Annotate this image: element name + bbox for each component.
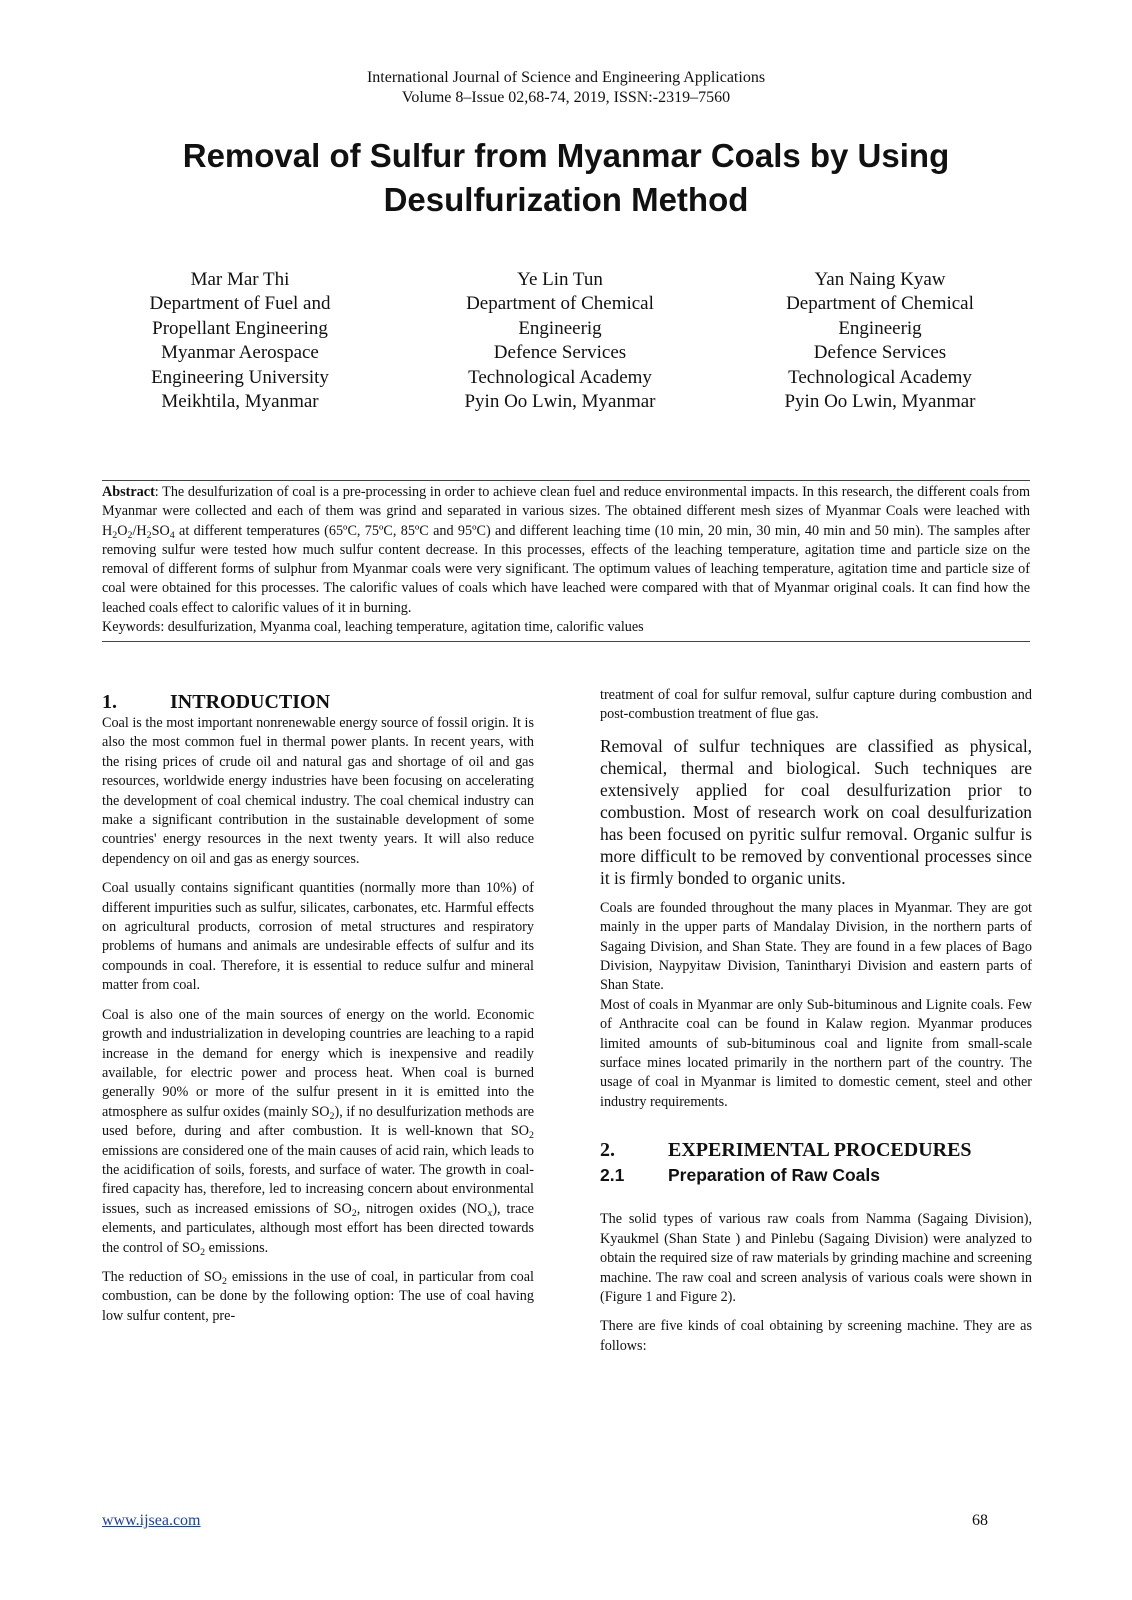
paragraph — [102, 1268, 534, 1326]
author-affiliation-line: Pyin Oo Lwin, Myanmar — [784, 391, 976, 413]
journal-website-link[interactable]: www.ijsea.com — [102, 1512, 201, 1529]
author-affiliation-line: Engineerig — [518, 317, 602, 339]
sub: 2 — [200, 1246, 206, 1258]
chem-part: /H — [132, 522, 147, 539]
right-column — [600, 686, 1032, 1366]
paragraph: There are five kinds of coal obtaining by screening machine. They are as follows: — [600, 1318, 1032, 1354]
sub: 2 — [222, 1275, 228, 1287]
subsection-heading — [600, 1162, 1032, 1188]
paragraph: The solid types of various raw coals from Namma (Sagaing Division), Kyaukmel (Shan State ) and Pinlebu (Sagaing Division) were analyzed to obtain the required size of raw materials by grinding machine and screening machine. The raw coal and screen analysis of various coals were shown in (Figure 1 and Figure 2). — [600, 1211, 1032, 1305]
author-affiliation-line: Department of Chemical — [786, 293, 974, 315]
author-affiliation-line: Myanmar Aerospace — [161, 342, 319, 364]
author-affiliation-line: Department of Fuel and — [149, 293, 331, 315]
author-affiliation-line: Defence Services — [493, 342, 627, 364]
section-heading — [102, 690, 534, 714]
abstract-label: Abstract — [102, 484, 155, 500]
text-part: emissions in the use of coal, in particular from coal combustion, can be done by the following option: The use of coal having low sulfur content, pre- — [102, 1268, 535, 1324]
sub: 2 — [127, 529, 133, 541]
subsection-title: Preparation of Raw Coals — [668, 1165, 880, 1186]
section-number: 2. — [600, 1139, 615, 1162]
journal-name: International Journal of Science and Engineering Applications — [366, 69, 766, 86]
paragraph: Coal is the most important nonrenewable energy source of fossil origin. It is also the most common fuel in thermal power plants. In recent years, with the rising prices of crude oil and natural gas and shortage of oil and gas resources, worldwide energy industries have been focusing on accelerating the development of coal chemical industry. The coal chemical industry can make a significant contribution in the sustainable development of some countries' energy resources in the next twenty years. It will also reduce dependency on oil and gas as energy sources. — [102, 715, 534, 867]
sub: 2 — [146, 529, 152, 541]
author-name: Ye Lin Tun — [517, 269, 603, 290]
chem-part: O — [117, 522, 128, 539]
sub: x — [487, 1207, 493, 1219]
author-2 — [420, 268, 700, 414]
author-affiliation-line: Propellant Engineering — [152, 317, 328, 339]
author-affiliation-line: Engineerig — [838, 317, 922, 339]
paragraph: Coals are founded throughout the many places in Myanmar. They are got mainly in the upper parts of Mandalay Division, in the northern parts of Sagaing Division, and Shan State. They are found in a few places of Bago Division, Naypyitaw Division, Tanintharyi Division and eastern parts of Shan State. — [600, 899, 1032, 994]
author-name: Mar Mar Thi — [190, 269, 290, 290]
abstract-block — [102, 480, 1030, 642]
page-number: 68 — [972, 1512, 988, 1529]
author-affiliation-line: Department of Chemical — [466, 293, 654, 315]
sub: 2 — [329, 1110, 335, 1122]
sub: 2 — [529, 1130, 534, 1142]
title-line-1: Removal of Sulfur from Myanmar Coals by Using — [182, 137, 950, 174]
text-part: emissions. — [205, 1239, 269, 1256]
chem-part: SO — [151, 522, 170, 539]
sub: 4 — [169, 529, 175, 541]
text-part: , nitrogen oxides (NO — [356, 1200, 488, 1217]
section-title: INTRODUCTION — [170, 691, 331, 713]
author-affiliation-line: Pyin Oo Lwin, Myanmar — [464, 391, 656, 413]
abstract-text-part: at different temperatures (65ºC, 75ºC, 85ºC and 95ºC) and different leaching time (10 min, 20 min, 30 min, 40 min and 50 min). The samples after removing sulfur were tested how much sulfur content decrease. In this processes, effects of the leaching temperature, agitation time and particle size on the removal of different forms of sulphur from Myanmar coals were very significant. The optimum values of leaching temperature, agitation time and particle size of coal were obtained for this processes. The calorific values of coals which have leached were compared with that of Myanmar original coals. It can find how the leached coals effect to calorific values of it in burning. — [102, 522, 1030, 616]
author-affiliation-line: Defence Services — [813, 342, 947, 364]
journal-volume: Volume 8–Issue 02,68-74, 2019, ISSN:-2319–7560 — [401, 89, 731, 106]
author-name: Yan Naing Kyaw — [814, 269, 946, 290]
text-part: The reduction of SO — [102, 1268, 223, 1285]
author-affiliation-line: Technological Academy — [468, 366, 652, 388]
section-title: EXPERIMENTAL PROCEDURES — [668, 1139, 972, 1162]
text-part: Coal is also one of the main sources of energy on the world. Economic growth and industrialization in developing countries are leaching to a rapid increase in the demand for energy which is inexpensive and readily available, for electric power and process heat. When coal is burned generally 90% or more of the sulfur present in it is emitted into the atmosphere as sulfur oxides (mainly SO — [102, 1006, 534, 1120]
paper-title — [100, 134, 1032, 222]
author-affiliation-line: Meikhtila, Myanmar — [161, 391, 319, 413]
author-affiliation-line: Technological Academy — [788, 366, 972, 388]
abstract-text-part: : The desulfurization of coal is a pre-processing in order to achieve clean fuel and reduce environmental impacts. In this research, the different coals from Myanmar were collected and each of them was grind and separated in various sizes. The obtained different mesh sizes of Myanmar Coals were leached with H — [102, 484, 1030, 539]
title-line-2: Desulfurization Method — [383, 181, 749, 218]
author-3 — [740, 268, 1020, 414]
text-part: ), trace elements, and particulates, although most effort has been directed towards the control of SO — [102, 1200, 534, 1256]
author-1 — [100, 268, 380, 414]
text-part: ), if no desulfurization methods are used before, during and after combustion. It is well-known that SO — [102, 1103, 534, 1140]
author-affiliation-line: Engineering University — [151, 366, 329, 388]
section-heading — [600, 1138, 1032, 1162]
sub: 2 — [112, 529, 118, 541]
paragraph: Most of coals in Myanmar are only Sub-bituminous and Lignite coals. Few of Anthracite coal can be found in Kalaw region. Myanmar produces limited amounts of sub-bituminous coal and lignite from small-scale surface mines located primarily in the northern part of the country. The usage of coal in Myanmar is limited to domestic cement, steel and other industry requirements. — [600, 996, 1032, 1110]
abstract-text — [102, 483, 1030, 618]
paragraph: Coal usually contains significant quantities (normally more than 10%) of different impurities such as sulfur, silicates, carbonates, etc. Harmful effects on agricultural products, corrosion of metal structures and respiratory problems of humans and animals are undesirable effects of sulfur and its compounds in coal. Therefore, it is essential to reduce sulfur and mineral matter from coal. — [102, 880, 534, 994]
paragraph: treatment of coal for sulfur removal, sulfur capture during combustion and post-combustion treatment of flue gas. — [600, 687, 1032, 723]
sub: 2 — [351, 1207, 357, 1219]
paragraph — [102, 1006, 534, 1258]
keywords: Keywords: desulfurization, Myanma coal, leaching temperature, agitation time, calorific values — [102, 619, 644, 636]
journal-header — [0, 68, 1132, 108]
text-part: emissions are considered one of the main causes of acid rain, which leads to the acidification of soils, forests, and surface of water. The growth in coal-fired capacity has, therefore, led to increasing concern about environmental issues, such as increased emissions of SO — [102, 1142, 534, 1217]
subsection-number: 2.1 — [600, 1165, 625, 1186]
left-column — [102, 690, 534, 1336]
paragraph: Removal of sulfur techniques are classified as physical, chemical, thermal and biological. Such techniques are extensively applied for coal desulfurization prior to combustion. Most of research work on coal desulfurization has been focused on pyritic sulfur removal. Organic sulfur is more difficult to be removed by conventional processes since it is firmly bonded to organic units. — [600, 735, 1032, 888]
section-number: 1. — [102, 691, 117, 713]
author-block — [100, 268, 1020, 414]
